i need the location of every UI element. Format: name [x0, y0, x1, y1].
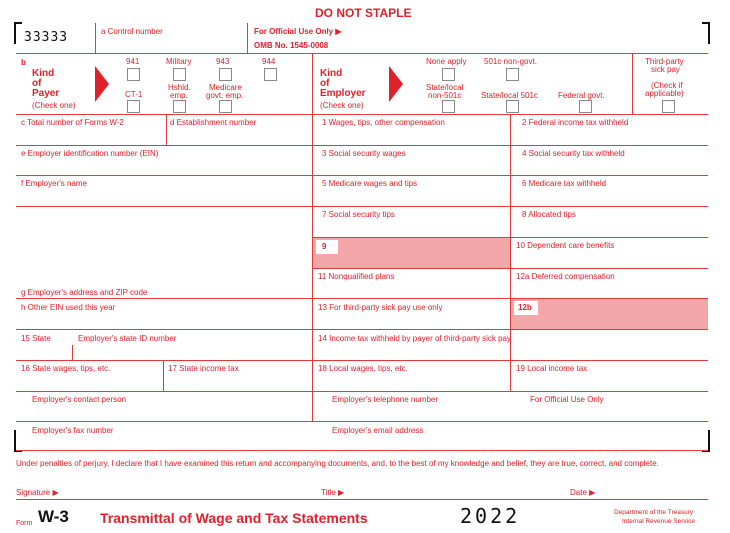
third-party-label-3: (Check if	[651, 81, 683, 90]
telephone-label: Employer's telephone number	[332, 395, 439, 404]
box-5-label: 5 Medicare wages and tips	[322, 179, 418, 188]
payer-medicare-label-1: Medicare	[209, 83, 242, 92]
field-c-label: c Total number of Forms W-2	[21, 118, 124, 127]
box-1-input[interactable]	[313, 128, 509, 144]
payer-ct1-label: CT-1	[125, 90, 143, 99]
payer-military-checkbox[interactable]	[173, 68, 186, 81]
third-party-label-1: Third-party	[645, 57, 684, 66]
form-word: Form	[16, 520, 33, 527]
title-label: Title ▶	[321, 488, 345, 497]
box-8-label: 8 Allocated tips	[522, 210, 576, 219]
box-15-state-id-label: Employer's state ID number	[78, 334, 177, 343]
box-13-label: 13 For third-party sick pay use only	[318, 303, 443, 312]
kind-of-employer-title-1: Kind	[320, 68, 343, 79]
kind-of-payer-subtitle: (Check one)	[32, 101, 76, 110]
box-5-input[interactable]	[313, 189, 509, 205]
box-16-input[interactable]	[17, 374, 162, 390]
field-c-input[interactable]	[17, 128, 165, 144]
payer-941-label: 941	[126, 57, 140, 66]
box-17-label: 17 State income tax	[168, 364, 239, 373]
frame-corner-tr	[702, 22, 710, 44]
kind-of-employer-title-2: of	[320, 78, 330, 89]
form-year: 2022	[460, 504, 521, 528]
form-title: Transmittal of Wage and Tax Statements	[100, 510, 368, 526]
box-7-input[interactable]	[313, 220, 509, 236]
box-10-input[interactable]	[511, 251, 707, 267]
third-party-sick-pay-checkbox[interactable]	[662, 100, 675, 113]
payer-944-checkbox[interactable]	[264, 68, 277, 81]
box-15-state-id-input[interactable]	[74, 345, 311, 359]
employer-none-apply-label: None apply	[426, 57, 467, 66]
box-9-number-patch	[316, 240, 338, 254]
field-d-label: d Establishment number	[170, 118, 257, 127]
box-9-label: 9	[322, 242, 327, 251]
do-not-staple-banner: DO NOT STAPLE	[315, 6, 412, 20]
box-16-label: 16 State wages, tips, etc.	[21, 364, 111, 373]
box-9-shaded	[313, 238, 510, 268]
date-input[interactable]	[600, 485, 708, 498]
payer-medicare-label-2: govt. emp.	[206, 91, 244, 100]
box-2-input[interactable]	[511, 128, 707, 144]
box-11-label: 11 Nonqualified plans	[318, 272, 395, 281]
kind-of-employer-title-3: Employer	[320, 88, 366, 99]
control-number-input[interactable]	[96, 36, 246, 52]
box-2-label: 2 Federal income tax withheld	[522, 118, 629, 127]
control-number-label: a Control number	[101, 27, 163, 36]
field-g-input[interactable]	[17, 207, 311, 286]
box-15-state-input[interactable]	[17, 345, 71, 359]
fax-input[interactable]	[17, 436, 311, 449]
box-17-input[interactable]	[164, 374, 311, 390]
email-label: Employer's email address	[332, 426, 424, 435]
control-code: 33333	[24, 30, 69, 45]
kind-of-payer-title-2: of	[32, 78, 42, 89]
field-e-label: e Employer identification number (EIN)	[21, 149, 159, 158]
box-13-input[interactable]	[313, 313, 509, 328]
perjury-statement: Under penalties of perjury, I declare that I have examined this return and accompanying documents, and, to the best of my knowledge and belief, they are true, correct, and complete.	[16, 459, 659, 468]
box-3-label: 3 Social security wages	[322, 149, 406, 158]
box-12b-shaded	[511, 299, 708, 329]
contact-person-input[interactable]	[17, 405, 311, 420]
field-f-input[interactable]	[17, 189, 311, 205]
official-use-only-label: For Official Use Only	[530, 395, 604, 404]
employer-501c-nongovt-checkbox[interactable]	[506, 68, 519, 81]
box-19-label: 19 Local income tax	[516, 364, 588, 373]
employer-state-local-non501c-label-1: State/local	[426, 83, 464, 92]
payer-941-checkbox[interactable]	[127, 68, 140, 81]
date-label: Date ▶	[570, 488, 596, 497]
employer-state-local-non501c-label-2: non-501c	[428, 91, 462, 100]
employer-arrow-icon	[389, 66, 403, 102]
employer-state-local-non501c-checkbox[interactable]	[442, 100, 455, 113]
dept-treasury: Department of the Treasury	[614, 509, 694, 516]
kind-of-payer-title-1: Kind	[32, 68, 55, 79]
employer-state-local-501c-label: State/local 501c	[481, 91, 538, 100]
payer-medicare-checkbox[interactable]	[219, 100, 232, 113]
official-use-label: For Official Use Only ▶	[254, 27, 342, 36]
email-input[interactable]	[313, 436, 707, 449]
field-f-label: f Employer's name	[21, 179, 87, 188]
title-input[interactable]	[352, 485, 557, 498]
box-6-input[interactable]	[511, 189, 707, 205]
employer-federal-govt-checkbox[interactable]	[579, 100, 592, 113]
field-d-input[interactable]	[167, 128, 311, 144]
box-18-input[interactable]	[313, 374, 509, 390]
payer-ct1-checkbox[interactable]	[127, 100, 140, 113]
box-18-label: 18 Local wages, tips, etc.	[318, 364, 408, 373]
box-15-state-label: 15 State	[21, 334, 51, 343]
payer-military-label: Military	[166, 57, 192, 66]
field-g-label: g Employer's address and ZIP code	[21, 288, 148, 297]
contact-person-label: Employer's contact person	[32, 395, 127, 404]
box-12a-label: 12a Deferred compensation	[516, 272, 615, 281]
employer-federal-govt-label: Federal govt.	[558, 91, 605, 100]
payer-arrow-icon	[95, 66, 109, 102]
signature-label: Signature ▶	[16, 488, 59, 497]
box-12b-label: 12b	[518, 303, 532, 312]
box-10-label: 10 Dependent care benefits	[516, 241, 615, 250]
box-3-input[interactable]	[313, 159, 509, 174]
payer-943-label: 943	[216, 57, 230, 66]
form-number: W-3	[38, 507, 69, 526]
telephone-input[interactable]	[313, 405, 509, 420]
kind-of-payer-letter: b	[21, 58, 26, 67]
employer-501c-nongovt-label: 501c non-govt.	[484, 57, 537, 66]
third-party-label-4: applicable)	[645, 89, 684, 98]
box-4-input[interactable]	[511, 159, 707, 174]
irs-name: Internal Revenue Service	[622, 518, 695, 525]
field-h-input[interactable]	[17, 313, 311, 328]
box-1-label: 1 Wages, tips, other compensation	[322, 118, 445, 127]
payer-hshld-label-2: emp.	[170, 91, 188, 100]
omb-number: OMB No. 1545-0008	[254, 41, 329, 50]
field-h-label: h Other EIN used this year	[21, 303, 116, 312]
signature-input[interactable]	[70, 485, 310, 498]
box-6-label: 6 Medicare tax withheld	[522, 179, 607, 188]
box-7-label: 7 Social security tips	[322, 210, 395, 219]
employer-state-local-501c-checkbox[interactable]	[506, 100, 519, 113]
box-4-label: 4 Social security tax withheld	[522, 149, 625, 158]
field-e-input[interactable]	[17, 159, 311, 174]
employer-none-apply-checkbox[interactable]	[442, 68, 455, 81]
payer-hshld-label-1: Hshld.	[168, 83, 191, 92]
kind-of-payer-title-3: Payer	[32, 88, 60, 99]
box-14-label: 14 Income tax withheld by payer of third-party sick pay	[318, 334, 511, 343]
payer-944-label: 944	[262, 57, 276, 66]
box-19-input[interactable]	[511, 374, 707, 390]
fax-label: Employer's fax number	[32, 426, 114, 435]
kind-of-employer-subtitle: (Check one)	[320, 101, 364, 110]
third-party-label-2: sick pay	[651, 65, 680, 74]
payer-hshld-checkbox[interactable]	[173, 100, 186, 113]
box-12a-input[interactable]	[511, 282, 707, 297]
payer-943-checkbox[interactable]	[219, 68, 232, 81]
box-11-input[interactable]	[313, 282, 509, 297]
box-8-input[interactable]	[511, 220, 707, 236]
box-14-input[interactable]	[313, 345, 707, 359]
